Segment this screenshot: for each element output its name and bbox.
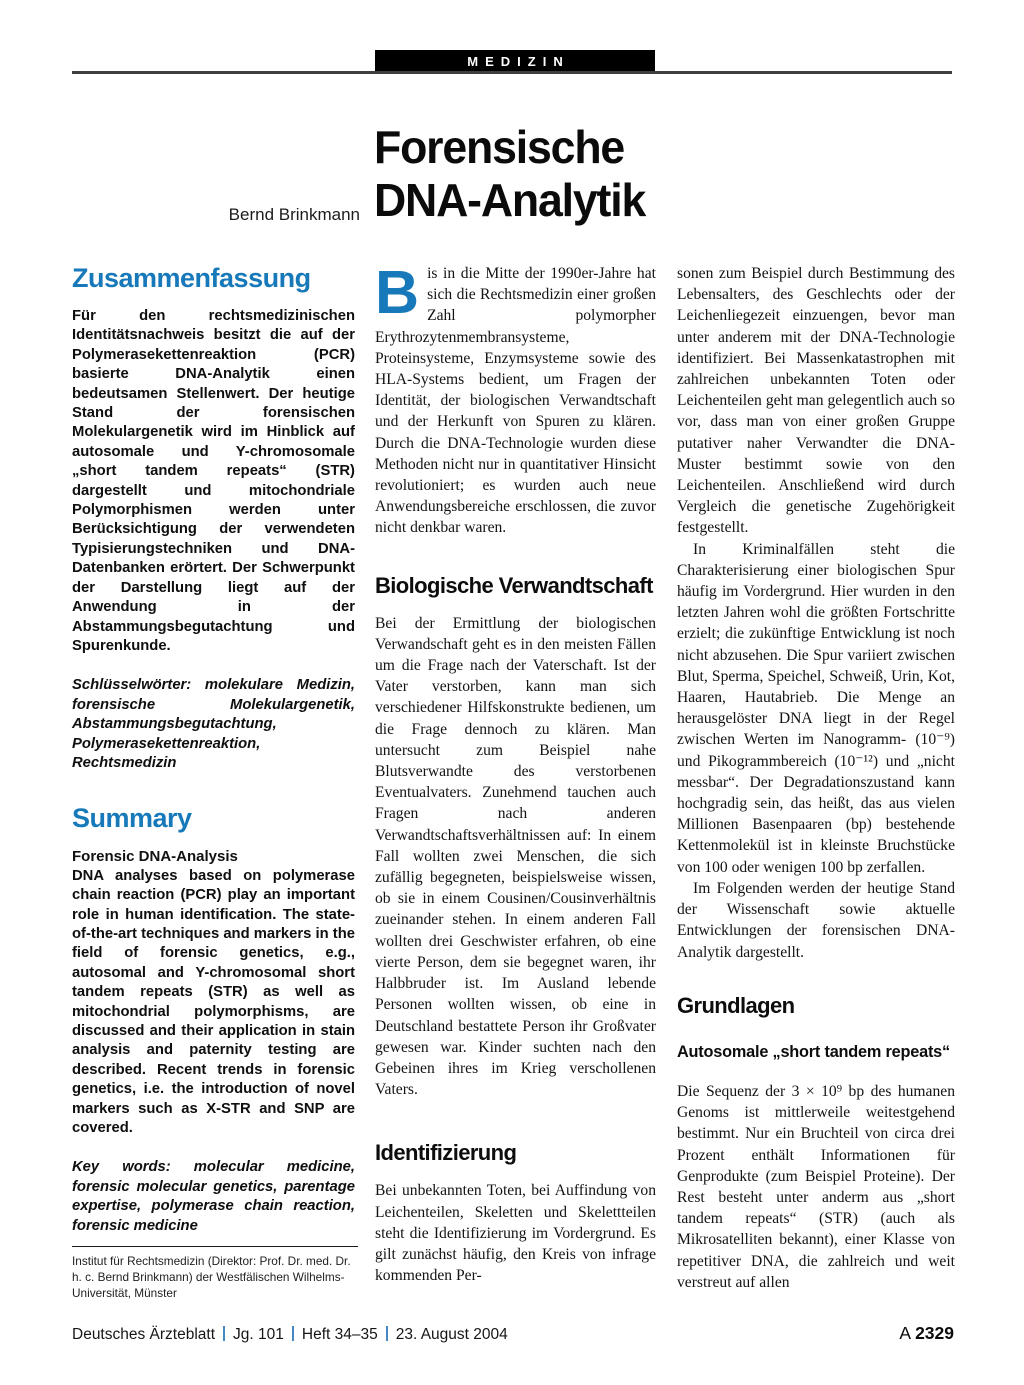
grundlagen-heading: Grundlagen [677,992,795,1018]
folgend-paragraph: Im Folgenden werden der heutige Stand der Wissenschaft sowie aktuelle Entwicklungen der forensischen DNA-Analytik dargestellt. [677,879,955,961]
journal-issue: Heft 34–35 [301,1326,378,1343]
article-column-right [677,263,955,1293]
header-rule [72,71,952,74]
author-name: Bernd Brinkmann [228,205,360,224]
bio-section-heading: Biologische Verwandtschaft [375,572,653,598]
article-title [374,121,956,227]
journal-volume: Jg. 101 [233,1326,284,1343]
dropcap-letter: B [375,258,420,326]
intro-paragraph [375,258,656,539]
autosomale-heading: Autosomale „short tandem repeats“ [677,1042,950,1061]
article-column-middle [375,258,656,1286]
footer-separator [292,1326,294,1341]
journal-date: 23. August 2004 [395,1326,508,1343]
intro-text: is in die Mitte der 1990er-Jahre hat sich die Rechtsmedizin einer großen Zahl polymorpher Erythrozytenmembransysteme, Proteinsysteme, Enzymsysteme sowie des HLA-Systems bedient, um Fragen der Identität, der biologischen Verwandtschaft und der Herkunft von Spuren zu klären. Durch die DNA-Technologie wurden diese Methoden nicht nur in quantitativer Hinsicht revolutioniert; es wurden auch neue Anwendungsbereiche erschlossen, die zuvor nicht denkbar waren. [375,265,656,537]
continuation-paragraph: sonen zum Beispiel durch Bestimmung des Lebensalters, des Geschlechts oder der Leichenliegezeit einzuengen, bevor man unter anderem mit der DNA-Technologie identifiziert. Bei Massenkatastrophen mit zahlreichen unbekannten Toten oder Leichenteilen geht man gelegentlich auch so vor, dass man von einer großen Gruppe putativer naher Verwandter die DNA-Muster bestimmt sowie von den Leichenteilen. Anschließend wird durch Vergleich die genetische Zugehörigkeit festgestellt. [677,265,955,537]
page-number [899,1323,954,1344]
page-number-value: 2329 [915,1323,954,1343]
section-banner [375,50,655,73]
article-title-line2: DNA-Analytik [374,174,646,226]
summary-text: DNA analyses based on polymerase chain reaction (PCR) play an important role in human identification. The state-of-the-art techniques and markers in the field of forensic genetics, e.g., autosomal and Y-chromosomal short tandem repeats (STR) as well as mitochondrial polymorphisms, are discussed and their application in stain analysis and paternity testing are described. Recent trends in forensic genetics, i.e. the introduction of novel markers such as X-STR and SNP are covered. [72,867,355,1137]
summary-subheading: Forensic DNA-Analysis [72,848,238,866]
ident-paragraph: Bei unbekannten Toten, bei Auffindung von Leichenteilen, Skeletten und Skelettteilen steht die Identifizierung im Vordergrund. Es gilt zunächst häufig, den Kreis von infrage kommenden Per- [375,1182,656,1285]
article-title-line1: Forensische [374,121,625,173]
footer-separator [386,1326,388,1341]
journal-footer [72,1326,508,1344]
section-label: MEDIZIN [467,54,570,69]
institute-footnote: Institut für Rechtsmedizin (Direktor: Prof. Dr. med. Dr. h. c. Bernd Brinkmann) der Westfälischen Wilhelms-Universität, Münster [72,1246,358,1301]
keywords-text: Key words: molecular medicine, forensic molecular genetics, parentage expertise, polymerase chain reaction, forensic medicine [72,1159,355,1234]
journal-name: Deutsches Ärzteblatt [72,1326,216,1343]
bio-paragraph: Bei der Ermittlung der biologischen Verwandschaft geht es in den meisten Fällen um die Frage nach der Vaterschaft. Ist der Vater verstorben, kann man sich verschiedener Hilfskonstrukte bedienen, um die Frage dennoch zu klären. Man untersucht zum Beispiel nahe Blutsverwandte des verstorbenen Eventualvaters. Zunehmend tauchen auch Fragen nach anderen Verwandtschaftsverhältnissen auf: In einem Fall wollten zwei Menschen, die sich zufällig begegneten, beispielsweise wissen, ob sie in einem Cousinen/Cousinverhältnis zueinander stehen. In einem anderen Fall wollten drei Geschwister erfahren, ob eine vierte Person, dem sie begegnet waren, ihr Halbbruder ist. Im Ausland lebende Personen wollten wissen, ob eine in Deutschland bestattete Person ihr Großvater gewesen war. Kinder suchten nach den Gebeinen ihres im Krieg verschollenen Vaters. [375,614,656,1099]
zusammenfassung-heading: Zusammenfassung [72,263,311,293]
kriminal-paragraph: In Kriminalfällen steht die Charakterisierung einer biologischen Spur häufig im Vordergrund. Hier wurden in den letzten Jahren wohl die größten Fortschritte erzielt; die zukünftige Entwicklung ist noch nicht abzusehen. Die Spur variiert zwischen Blut, Sperma, Speichel, Schweiß, Urin, Kot, Haaren, Hautabrieb. Die Menge an herausgelöster DNA liegt in der Regel zwischen Werten im Nanogramm- (10⁻⁹) und Pikogrammbereich (10⁻¹²) und „nicht messbar“. Der Degradationszustand kann hochgradig sein, das heißt, das aus vielen Millionen Basenpaaren (bp) bestehende Kettenmolekül ist in kleinste Bruchstücke von 100 oder wenigen 100 bp zerfallen. [677,540,955,876]
footer-separator [223,1326,225,1341]
ident-section-heading: Identifizierung [375,1140,517,1166]
schluesselwoerter-text: Schlüsselwörter: molekulare Medizin, forensische Molekulargenetik, Abstammungsbegutachtung, Polymerasekettenreaktion, Rechtsmedizin [72,677,355,771]
summary-heading: Summary [72,803,192,834]
autosomale-paragraph: Die Sequenz der 3 × 10⁹ bp des humanen Genoms ist mittlerweile weitestgehend bestimmt. Nur ein Bruchteil von circa drei Prozent enthält Informationen für Genprodukte (zum Beispiel Proteine). Der Rest besteht unter anderm aus „short tandem repeats“ (STR) (auch als Mikrosatelliten bekannt), einer Klasse von repetitiver DNA, die zahlreich und weit verstreut auf allen [677,1082,955,1291]
zusammenfassung-text: Für den rechtsmedizinischen Identitätsnachweis besitzt die auf der Polymerasekettenreaktion (PCR) basierte DNA-Analytik einen bedeutsamen Stellenwert. Der heutige Stand der forensischen Molekulargenetik wird im Hinblick auf autosomale und Y-chromosomale „short tandem repeats“ (STR) dargestellt und mitochondriale Polymorphismen werden unter Berücksichtigung der verwendeten Typisierungstechniken und DNA-Datenbanken erörtert. Der Schwerpunkt der Darstellung liegt auf der Anwendung in der Abstammungsbegutachtung und Spurenkunde. [72,308,355,654]
page-prefix: A [899,1323,912,1343]
summary-column [72,263,355,1256]
